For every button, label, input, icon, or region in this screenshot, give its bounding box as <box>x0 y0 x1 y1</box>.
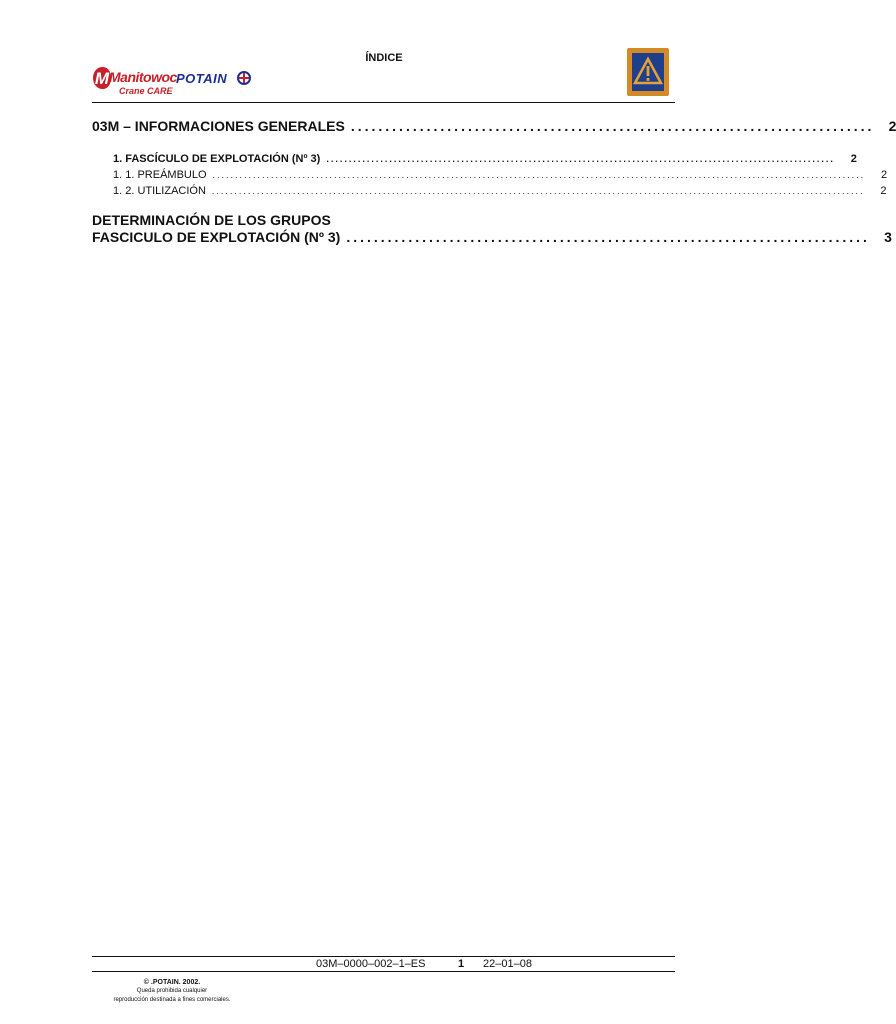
toc-entry-page: 3 <box>884 229 892 245</box>
potain-wordmark: POTAIN <box>176 71 228 86</box>
page-title: ÍNDICE <box>365 52 403 64</box>
toc-entry-label: 03M – INFORMACIONES GENERALES <box>92 118 345 134</box>
copyright-line-1: © .POTAIN. 2002. <box>143 979 201 986</box>
toc-entry-preambulo[interactable] <box>113 169 888 181</box>
toc-entry-section-1[interactable] <box>92 118 896 134</box>
toc-leader-dots: ............................................................................ <box>346 229 870 245</box>
toc-entry-utilizacion[interactable] <box>113 185 887 197</box>
toc-entry-page: 2 <box>880 185 887 197</box>
toc-leader-dots: ............................................................................ <box>350 118 875 134</box>
toc-entry-label: 1. 2. UTILIZACIÓN <box>113 185 206 197</box>
toc-leader-dots: ................................................................................................................. <box>326 154 835 164</box>
warning-icon-panel <box>632 53 664 91</box>
footer-divider-top <box>92 956 675 957</box>
toc-entry-label: 1. FASCÍCULO DE EXPLOTACIÓN (Nº 3) <box>113 153 321 165</box>
copyright-line-3: reproducción destinada a fines comerciales. <box>113 997 231 1003</box>
toc-leader-dots: ................................................................................................................................................. <box>212 170 866 180</box>
toc-entry-page: 2 <box>850 153 857 165</box>
copyright-line-2: Queda prohibida cualquier <box>136 988 208 994</box>
toc-entry-page: 2 <box>881 169 888 181</box>
toc-entry-section-2-title: DETERMINACIÓN DE LOS GRUPOS <box>92 212 331 228</box>
page-number: 1 <box>458 958 465 970</box>
toc-entry-section-2[interactable] <box>92 229 892 245</box>
crane-care-wordmark: Crane CARE <box>119 86 173 96</box>
toc-entry-label: FASCICULO DE EXPLOTACIÓN (Nº 3) <box>92 229 341 245</box>
document-code: 03M–0000–002–1–ES <box>316 958 426 970</box>
document-date: 22–01–08 <box>483 958 532 970</box>
copyright-notice <box>92 978 252 1005</box>
toc-entry-page: 2 <box>888 118 896 134</box>
warning-triangle-icon <box>632 53 664 91</box>
header-divider <box>92 102 675 103</box>
footer-divider-bottom <box>92 971 675 972</box>
warning-icon <box>627 48 669 96</box>
manitowoc-logo-badge: M <box>94 68 110 88</box>
company-logo <box>93 66 263 100</box>
toc-entry-fasciculo[interactable] <box>113 153 857 165</box>
manitowoc-wordmark: Manitowoc <box>109 69 177 85</box>
potain-emblem-icon <box>236 70 252 86</box>
toc-entry-label: 1. 1. PREÁMBULO <box>113 169 207 181</box>
toc-leader-dots: ................................................................................................................................................. <box>211 186 865 196</box>
